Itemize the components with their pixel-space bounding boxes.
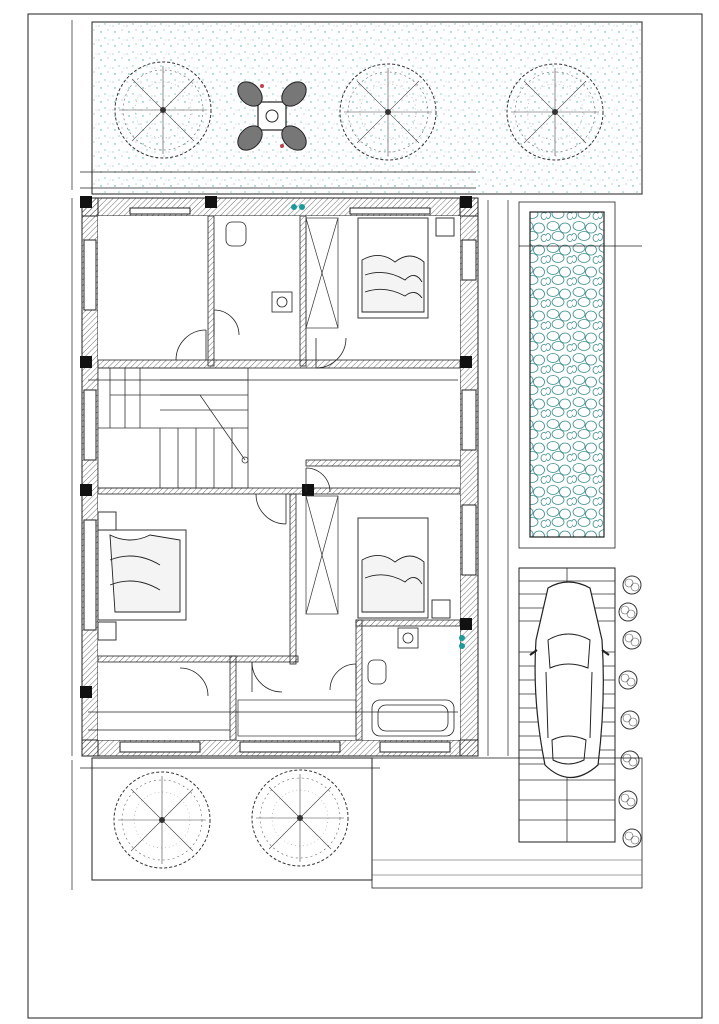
car-icon (530, 582, 609, 778)
pool (519, 202, 615, 548)
bottom-garden (92, 758, 642, 888)
parking (519, 568, 641, 847)
top-garden (92, 22, 642, 194)
